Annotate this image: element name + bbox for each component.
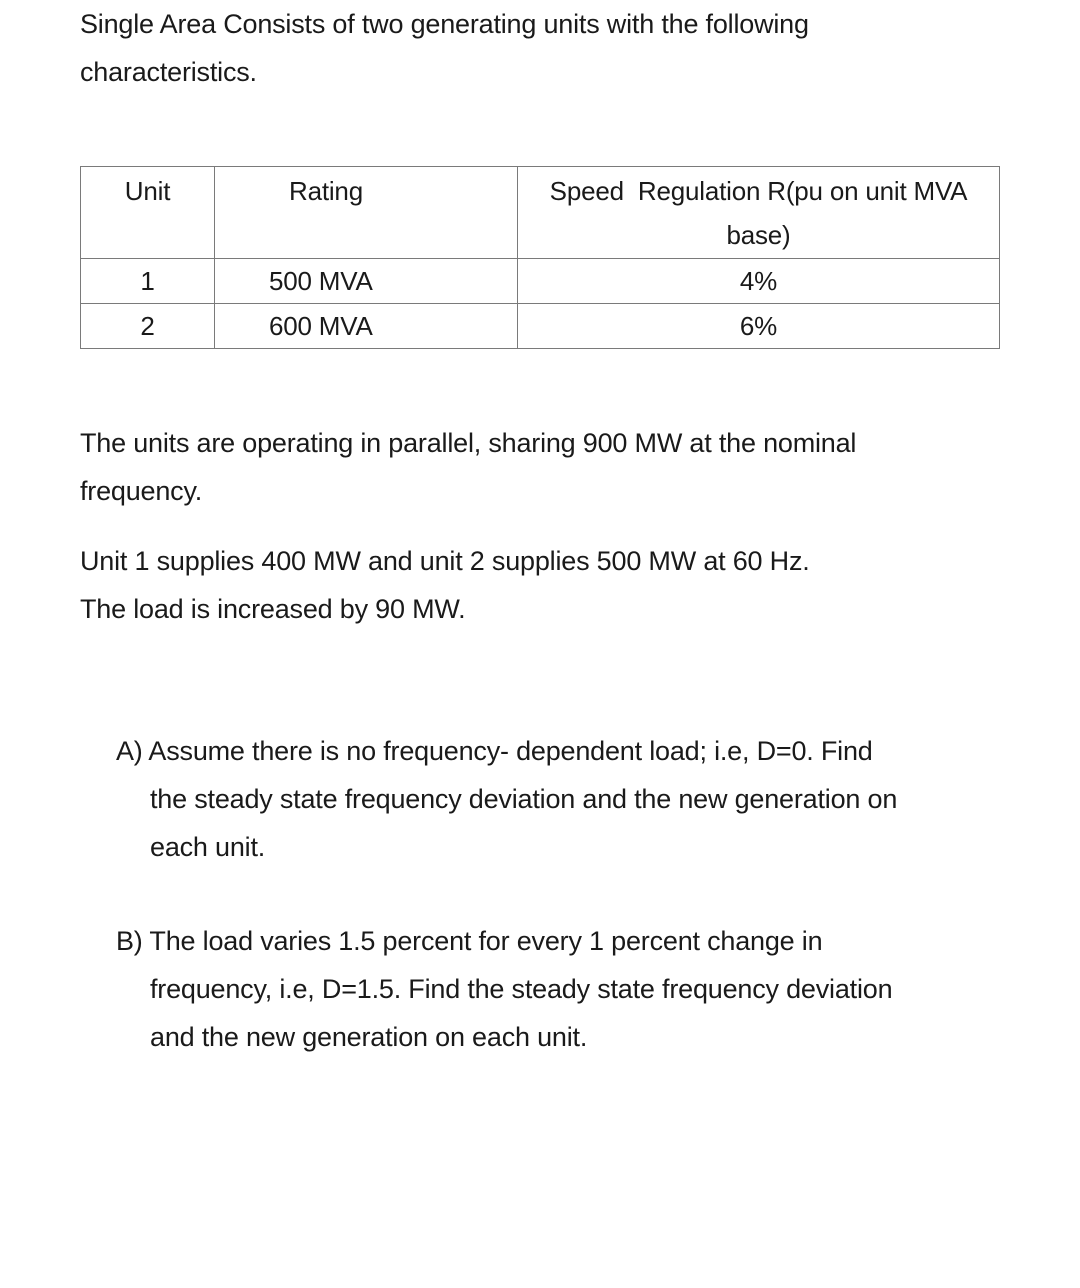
intro-paragraph	[80, 0, 809, 96]
question-b	[116, 917, 1016, 1061]
cell-regulation: 6%	[518, 304, 1000, 349]
generating-units-table	[80, 166, 1000, 349]
header-regulation-line-1: Speed Regulation R(pu on unit MVA	[549, 176, 968, 206]
cell-rating: 500 MVA	[215, 259, 518, 304]
table-header-row	[81, 167, 1000, 259]
question-a-line-2: the steady state frequency deviation and the new generation on	[150, 784, 898, 814]
parallel-operation-paragraph	[80, 419, 856, 515]
question-b-line-1: B) The load varies 1.5 percent for every 1 percent change in	[116, 926, 823, 956]
question-b-line-3: and the new generation on each unit.	[150, 1022, 588, 1052]
load-paragraph	[80, 537, 810, 633]
para3-line-1: Unit 1 supplies 400 MW and unit 2 supplies 500 MW at 60 Hz.	[80, 546, 810, 576]
cell-rating: 600 MVA	[215, 304, 518, 349]
intro-line-1: Single Area Consists of two generating units with the following	[80, 9, 809, 39]
header-speed-regulation	[518, 167, 1000, 259]
question-a-line-3: each unit.	[150, 832, 266, 862]
header-regulation-line-2: base)	[726, 220, 791, 250]
para2-line-2: frequency.	[80, 476, 203, 506]
table-row	[81, 304, 1000, 349]
table-row	[81, 259, 1000, 304]
intro-line-2: characteristics.	[80, 57, 257, 87]
cell-unit: 1	[81, 259, 215, 304]
cell-regulation: 4%	[518, 259, 1000, 304]
para3-line-2: The load is increased by 90 MW.	[80, 594, 466, 624]
question-b-line-2: frequency, i.e, D=1.5. Find the steady state frequency deviation	[150, 974, 893, 1004]
cell-unit: 2	[81, 304, 215, 349]
header-rating: Rating	[215, 167, 518, 259]
question-a-line-1: A) Assume there is no frequency- dependent load; i.e, D=0. Find	[116, 736, 873, 766]
question-a	[116, 727, 1016, 871]
header-unit: Unit	[81, 167, 215, 259]
para2-line-1: The units are operating in parallel, sharing 900 MW at the nominal	[80, 428, 857, 458]
